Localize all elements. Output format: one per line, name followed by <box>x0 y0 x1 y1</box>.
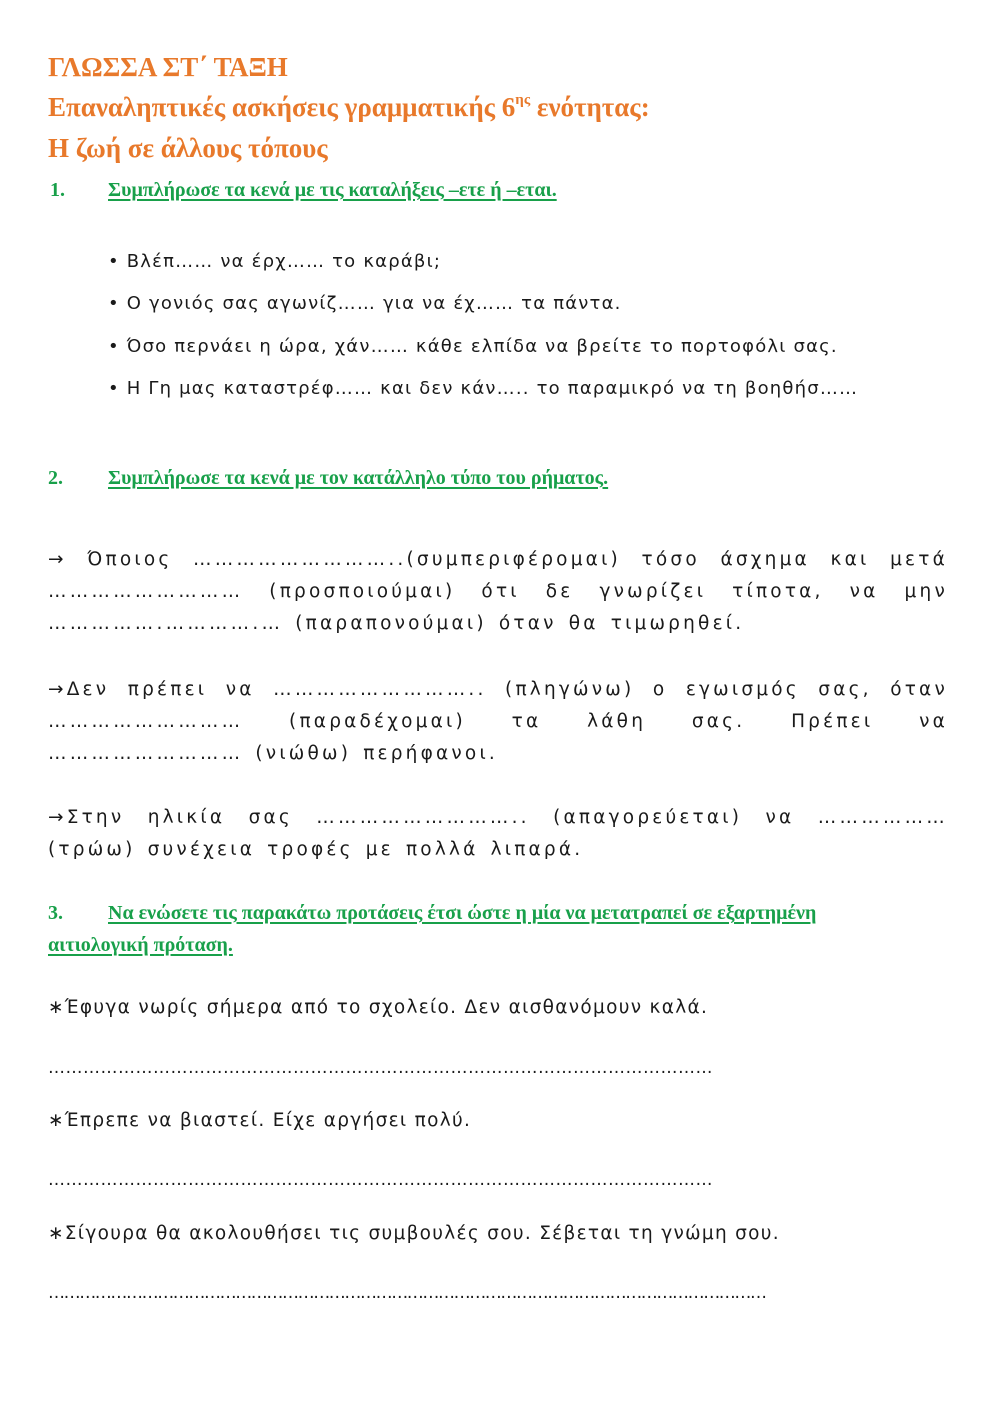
worksheet-title: ΓΛΩΣΣΑ ΣΤ΄ ΤΑΞΗ <box>48 52 288 82</box>
q3-answer-line-3[interactable]: ………………………………………………………………………………………………………………………… <box>48 1283 766 1303</box>
q1-item-4: • Η Γη μας καταστρέφ…… και δεν κάν….. το παραμικρό να τη βοηθήσ…… <box>108 378 859 399</box>
q1-item-1: • Βλέπ…… να έρχ…… το καράβι; <box>108 251 442 272</box>
q2-paragraph-1: → Όποιος ………………………..(συμπεριφέρομαι) τόσο άσχημα και μετά ……………………… (προσποιούμαι) ότι δε γνωρίζει τίποτα, να μην …………….………….… (παραπονούμαι) όταν θα τιμωρηθεί. <box>48 549 948 634</box>
q3-sentence-1: ∗Έφυγα νωρίς σήμερα από το σχολείο. Δεν αισθανόμουν καλά. <box>48 997 709 1018</box>
subtitle-superscript: ης <box>515 92 531 108</box>
q3-answer-line-1[interactable]: …………………………………………………………………………………………………… <box>48 1058 713 1078</box>
q3-answer-line-2[interactable]: …………………………………………………………………………………………………… <box>48 1170 713 1190</box>
q1-item-2: • Ο γονιός σας αγωνίζ…… για να έχ…… τα πάντα. <box>108 293 622 314</box>
question-1-number: 1. <box>50 179 65 201</box>
q3-sentence-2: ∗Έπρεπε να βιαστεί. Είχε αργήσει πολύ. <box>48 1110 472 1131</box>
question-2-number: 2. <box>48 467 63 489</box>
q2-paragraph-3: →Στην ηλικία σας ……………………….. (απαγορεύεται) να ……………… (τρώω) συνέχεια τροφές με πολλά λιπαρά. <box>48 807 948 860</box>
subtitle-end: ενότητας: <box>530 92 650 122</box>
question-1-instruction: Συμπλήρωσε τα κενά με τις καταλήξεις –ετε ή –εται. <box>108 179 557 201</box>
question-3-instruction: Να ενώσετε τις παρακάτω προτάσεις έτσι ώστε η μία να μετατραπεί σε εξαρτημένη αιτιολογική πρόταση. <box>48 902 817 956</box>
q3-sentence-3: ∗Σίγουρα θα ακολουθήσει τις συμβουλές σου. Σέβεται τη γνώμη σου. <box>48 1223 780 1244</box>
subtitle-text: Επαναληπτικές ασκήσεις γραμματικής 6 <box>48 92 516 122</box>
q2-paragraph-2: →Δεν πρέπει να ……………………….. (πληγώνω) ο εγωισμός σας, όταν ……………………… (παραδέχομαι) τα λάθη σας. Πρέπει να ……………………… (νιώθω) περήφανοι. <box>48 679 948 764</box>
q1-item-3: • Όσο περνάει η ώρα, χάν…… κάθε ελπίδα να βρείτε το πορτοφόλι σας. <box>108 336 838 357</box>
question-2-instruction: Συμπλήρωσε τα κενά με τον κατάλληλο τύπο του ρήματος. <box>108 467 609 489</box>
question-3-number: 3. <box>48 902 63 924</box>
worksheet-subtitle <box>48 90 650 124</box>
unit-title: Η ζωή σε άλλους τόπους <box>48 133 328 163</box>
